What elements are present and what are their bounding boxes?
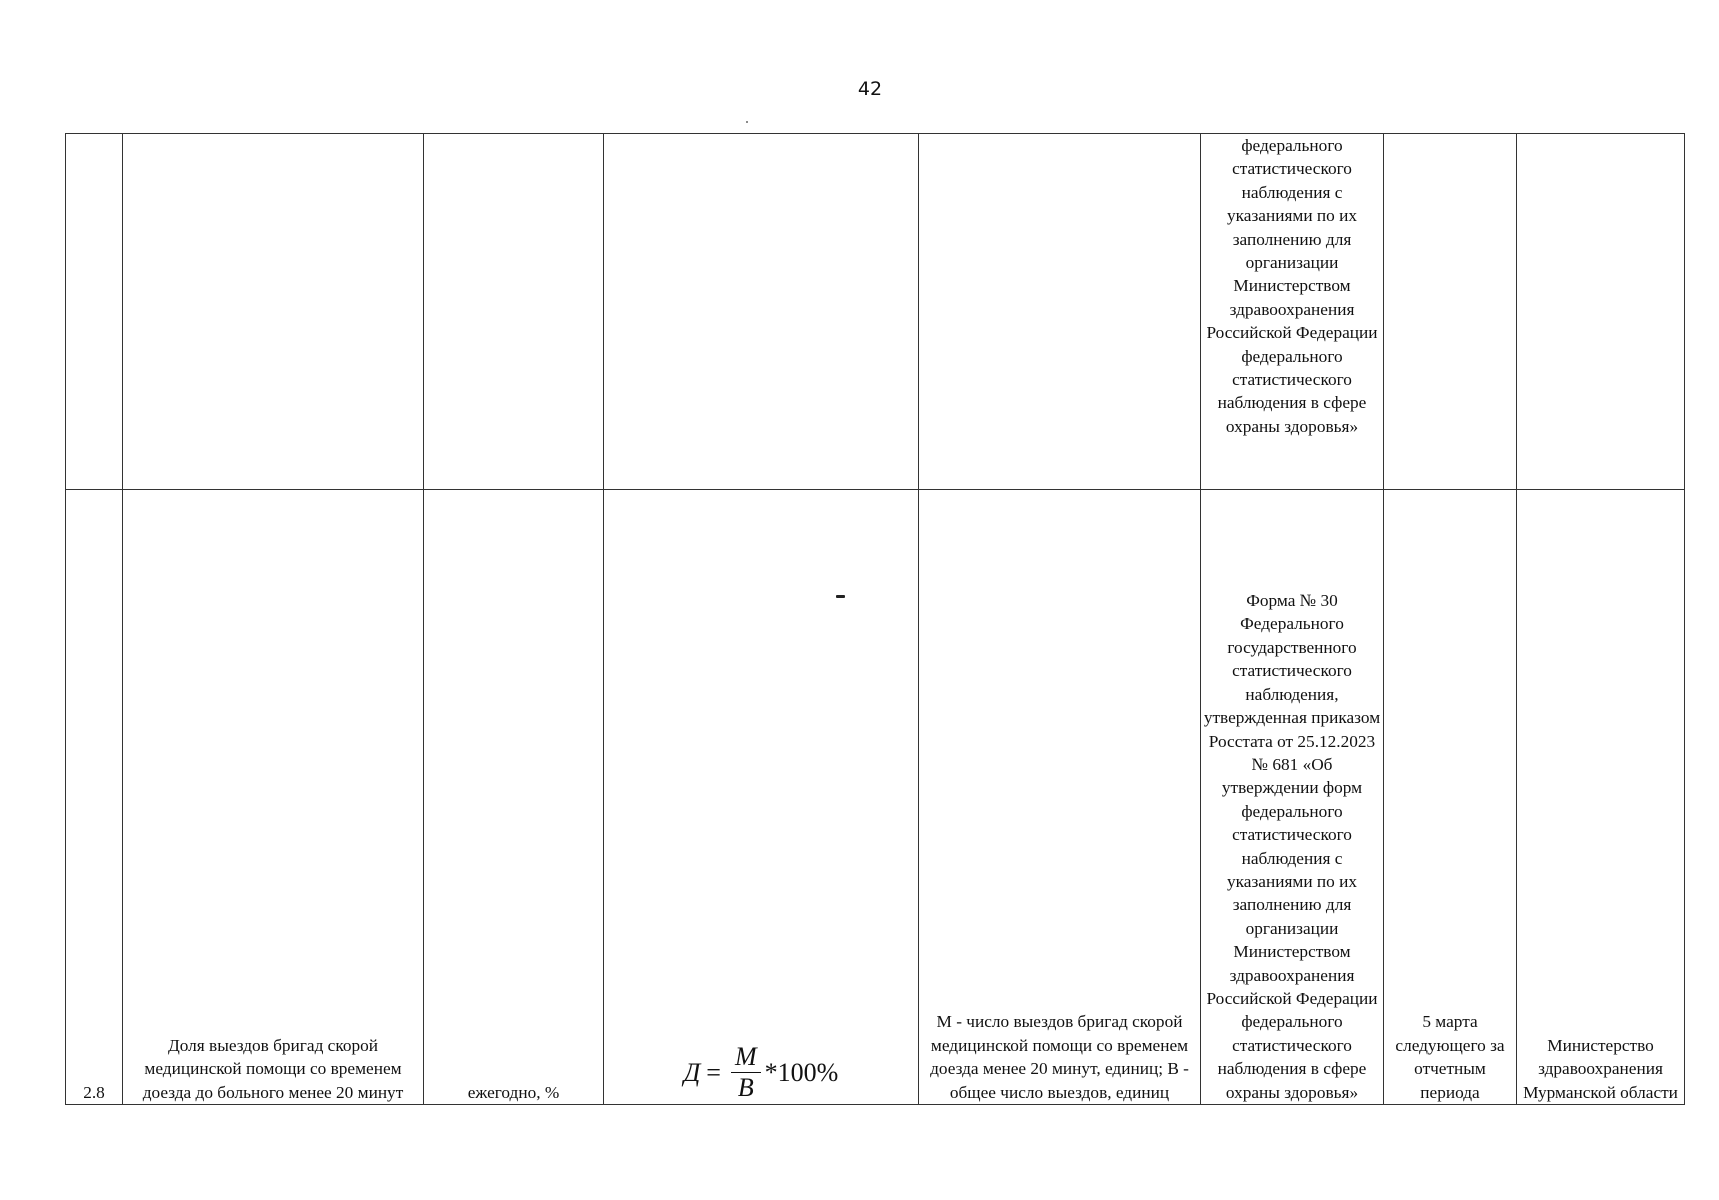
cell-responsible: Министерство здравоохранения Мурманской области (1517, 490, 1685, 1105)
formula-lhs: Д (683, 1057, 701, 1087)
cell-periodicity: ежегодно, % (424, 490, 604, 1105)
table-row-2-8 (66, 490, 1685, 1105)
cell-indicator: Доля выездов бригад скорой медицинской помощи со временем доезда до больного менее 20 минут (123, 490, 424, 1105)
cell-number (66, 134, 123, 490)
cell-variables: М - число выездов бригад скорой медицинской помощи со временем доезда менее 20 минут, единиц; В - общее число выездов, единиц (919, 490, 1201, 1105)
scan-speck (746, 121, 748, 123)
formula (684, 1042, 839, 1103)
formula-multiplier: *100% (764, 1057, 839, 1087)
scan-speck (836, 595, 845, 598)
formula-fraction (731, 1042, 761, 1103)
indicator-table (65, 133, 1685, 1105)
cell-source: федерального статистического наблюдения с указаниями по их заполнению для организации Министерством здравоохранения Российской Федерации федерального статистического наблюдения в сфере охраны здоровья» (1201, 134, 1384, 490)
table-row-continuation (66, 134, 1685, 490)
formula-denominator: В (737, 1073, 754, 1102)
cell-variables (919, 134, 1201, 490)
page-number: 42 (857, 78, 883, 100)
cell-deadline (1384, 134, 1517, 490)
cell-source: Форма № 30 Федерального государственного статистического наблюдения, утвержденная приказом Росстата от 25.12.2023 № 681 «Об утверждении форм федерального статистического наблюдения с указаниями по их заполнению для организации Министерством здравоохранения Российской Федерации федерального статистического наблюдения в сфере охраны здоровья» (1201, 490, 1384, 1105)
cell-periodicity (424, 134, 604, 490)
cell-indicator (123, 134, 424, 490)
cell-number: 2.8 (66, 490, 123, 1105)
cell-formula (604, 134, 919, 490)
cell-formula (604, 490, 919, 1105)
formula-equals: = (706, 1057, 721, 1087)
formula-numerator: М (731, 1042, 761, 1073)
cell-responsible (1517, 134, 1685, 490)
cell-deadline: 5 марта следующего за отчетным периода (1384, 490, 1517, 1105)
